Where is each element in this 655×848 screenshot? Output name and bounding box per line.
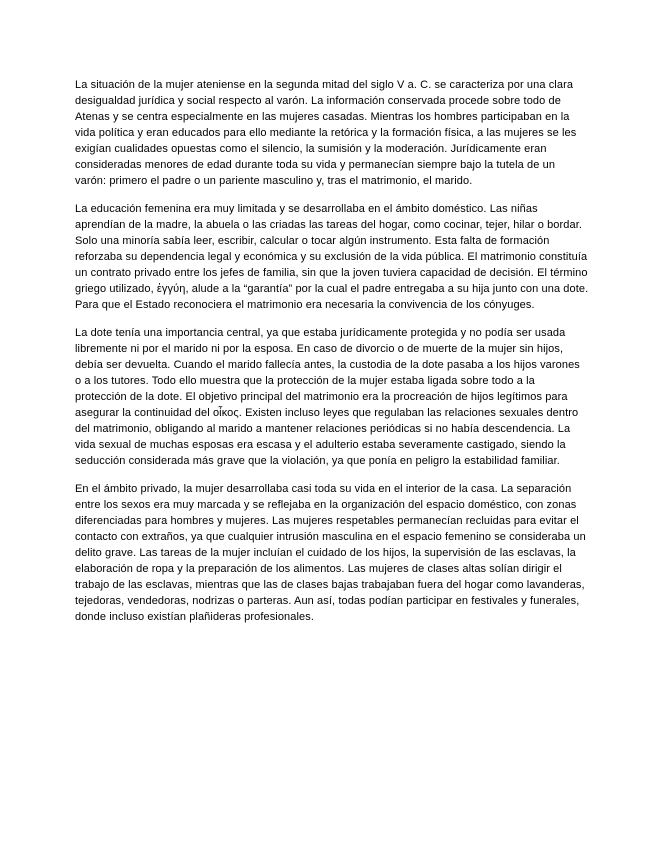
paragraph-education-marriage: La educación femenina era muy limitada y se desarrollaba en el ámbito doméstico. Las niñas aprendían de la madre, la abuela o las criadas las tareas del hogar, como cocinar, tejer, hilar o bordar. Solo una minoría sabía leer, escribir, calcular o tocar algún instrumento. Esta falta de formación reforzaba su dependencia legal y económica y su exclusión de la vida pública. El matrimonio constituía un contrato privado entre los jefes de familia, sin que la joven tuviera capacidad de decisión. El término griego utilizado, ἐγγύη, alude a la “garantía” por la cual el padre entregaba a su hija junto con una dote. Para que el Estado reconociera el matrimonio era necesaria la convivencia de los cónyuges. [75, 203, 589, 311]
paragraph-dowry: La dote tenía una importancia central, ya que estaba jurídicamente protegida y no podía ser usada libremente ni por el marido ni por la esposa. En caso de divorcio o de muerte de la mujer sin hijos, debía ser devuelta. Cuando el marido fallecía antes, la custodia de la dote pasaba a los hijos varones o a los tutores. Todo ello muestra que la protección de la mujer estaba ligada sobre todo a la protección de la dote. El objetivo principal del matrimonio era la procreación de hijos legítimos para asegurar la continuidad del οἶκος. Existen incluso leyes que regulaban las relaciones sexuales dentro del matrimonio, obligando al marido a mantener relaciones periódicas si no había descendencia. La vida sexual de muchas esposas era escasa y el adulterio estaba severamente castigado, siendo la seducción considerada más grave que la violación, ya que ponía en peligro la estabilidad familiar. [75, 327, 580, 467]
paragraph-intro-legal-status: La situación de la mujer ateniense en la segunda mitad del siglo V a. C. se caracteriza por una clara desigualdad jurídica y social respecto al varón. La información conservada procede sobre todo de Atenas y se centra especialmente en las mujeres casadas. Mientras los hombres participaban en la vida política y eran educados para ello mediante la retórica y la formación física, a las mujeres se les exigían cualidades opuestas como el silencio, la sumisión y la moderación. Jurídicamente eran consideradas menores de edad durante toda su vida y permanecían siempre bajo la tutela de un varón: primero el padre o un pariente masculino y, tras el matrimonio, el marido. [75, 79, 577, 187]
paragraph-private-life: En el ámbito privado, la mujer desarrollaba casi toda su vida en el interior de la casa. La separación entre los sexos era muy marcada y se reflejaba en la organización del espacio doméstico, con zonas diferenciadas para hombres y mujeres. Las mujeres respetables permanecían recluidas para evitar el contacto con extraños, ya que cualquier intrusión masculina en el espacio femenino se consideraba un delito grave. Las tareas de la mujer incluían el cuidado de los hijos, la supervisión de las esclavas, la elaboración de ropa y la preparación de los alimentos. Las mujeres de clases altas solían dirigir el trabajo de las esclavas, mientras que las de clases bajas trabajaban fuera del hogar como lavanderas, tejedoras, vendedoras, nodrizas o parteras. Aun así, todas podían participar en festivales y funerales, donde incluso existían plañideras profesionales. [75, 483, 586, 623]
